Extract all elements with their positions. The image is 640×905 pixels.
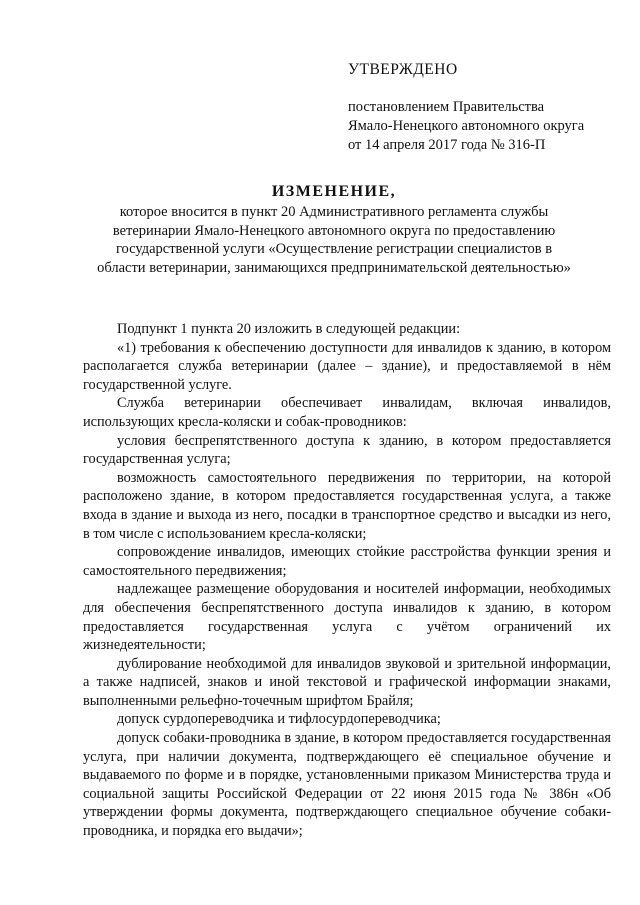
approval-line-3: от 14 апреля 2017 года № 316-П [348, 137, 546, 153]
body-paragraph: дублирование необходимой для инвалидов звуковой и зрительной информации, а также надписей, знаков и иной текстовой и графической информации знаками, выполненными рельефно-точечным шрифтом Брайля; [83, 655, 611, 709]
body-paragraph: сопровождение инвалидов, имеющих стойкие расстройства функции зрения и самостоятельного передвижения; [83, 544, 611, 579]
body-paragraph: условия беспрепятственного доступа к зданию, в котором предоставляется государственная услуга; [83, 432, 611, 468]
body-paragraph: допуск сурдопереводчика и тифлосурдопереводчика; [117, 711, 441, 728]
document-title-block [96, 183, 572, 277]
approval-block [348, 60, 618, 155]
approval-line-1: постановлением Правительства [348, 99, 545, 115]
document-title: ИЗМЕНЕНИЕ, [271, 183, 397, 200]
body-paragraph: Служба ветеринарии обеспечивает инвалидам, включая инвалидов, использующих кресла-коляски и собак-проводников: [83, 395, 611, 430]
document-subtitle: которое вносится в пункт 20 Административного регламента службы ветеринарии Ямало-Ненецкого автономного округа по предоставлению государственной услуги «Осуществление регистрации специалистов в области ветеринарии, занимающихся предпринимательской деятельностью» [97, 204, 571, 276]
body-paragraph: допуск собаки-проводника в здание, в котором предоставляется государственная услуга, при наличии документа, подтверждающего её специальное обучение и выдаваемого по форме и в порядке, установленными приказом Министерства труда и социальной защиты Российской Федерации от 22 июня 2015 года № 386н «Об утверждении формы документа, подтверждающего специальное обучение собаки-проводника, и порядка его выдачи»; [83, 730, 611, 840]
body-paragraph: «1) требования к обеспечению доступности для инвалидов к зданию, в котором располагается служба ветеринарии (далее – здание), и предоставляемой в нём государственной услуге. [83, 339, 611, 393]
approval-heading: УТВЕРЖДЕНО [348, 61, 458, 78]
body-paragraph: надлежащее размещение оборудования и носителей информации, необходимых для обеспечения беспрепятственного доступа инвалидов к зданию, в котором предоставляется государственная услуга с учётом ограничений их жизнедеятельности; [83, 581, 611, 654]
approval-line-2: Ямало-Ненецкого автономного округа [348, 118, 585, 134]
body-paragraph: возможность самостоятельного передвижения по территории, на которой расположено здание, в котором предоставляется государственная услуга, а также входа в здание и выхода из него, посадки в транспортное средство и высадки из него, в том числе с использованием кресла-коляски; [83, 469, 611, 542]
body-paragraph: Подпункт 1 пункта 20 изложить в следующей редакции: [117, 321, 461, 337]
document-body [83, 320, 611, 841]
